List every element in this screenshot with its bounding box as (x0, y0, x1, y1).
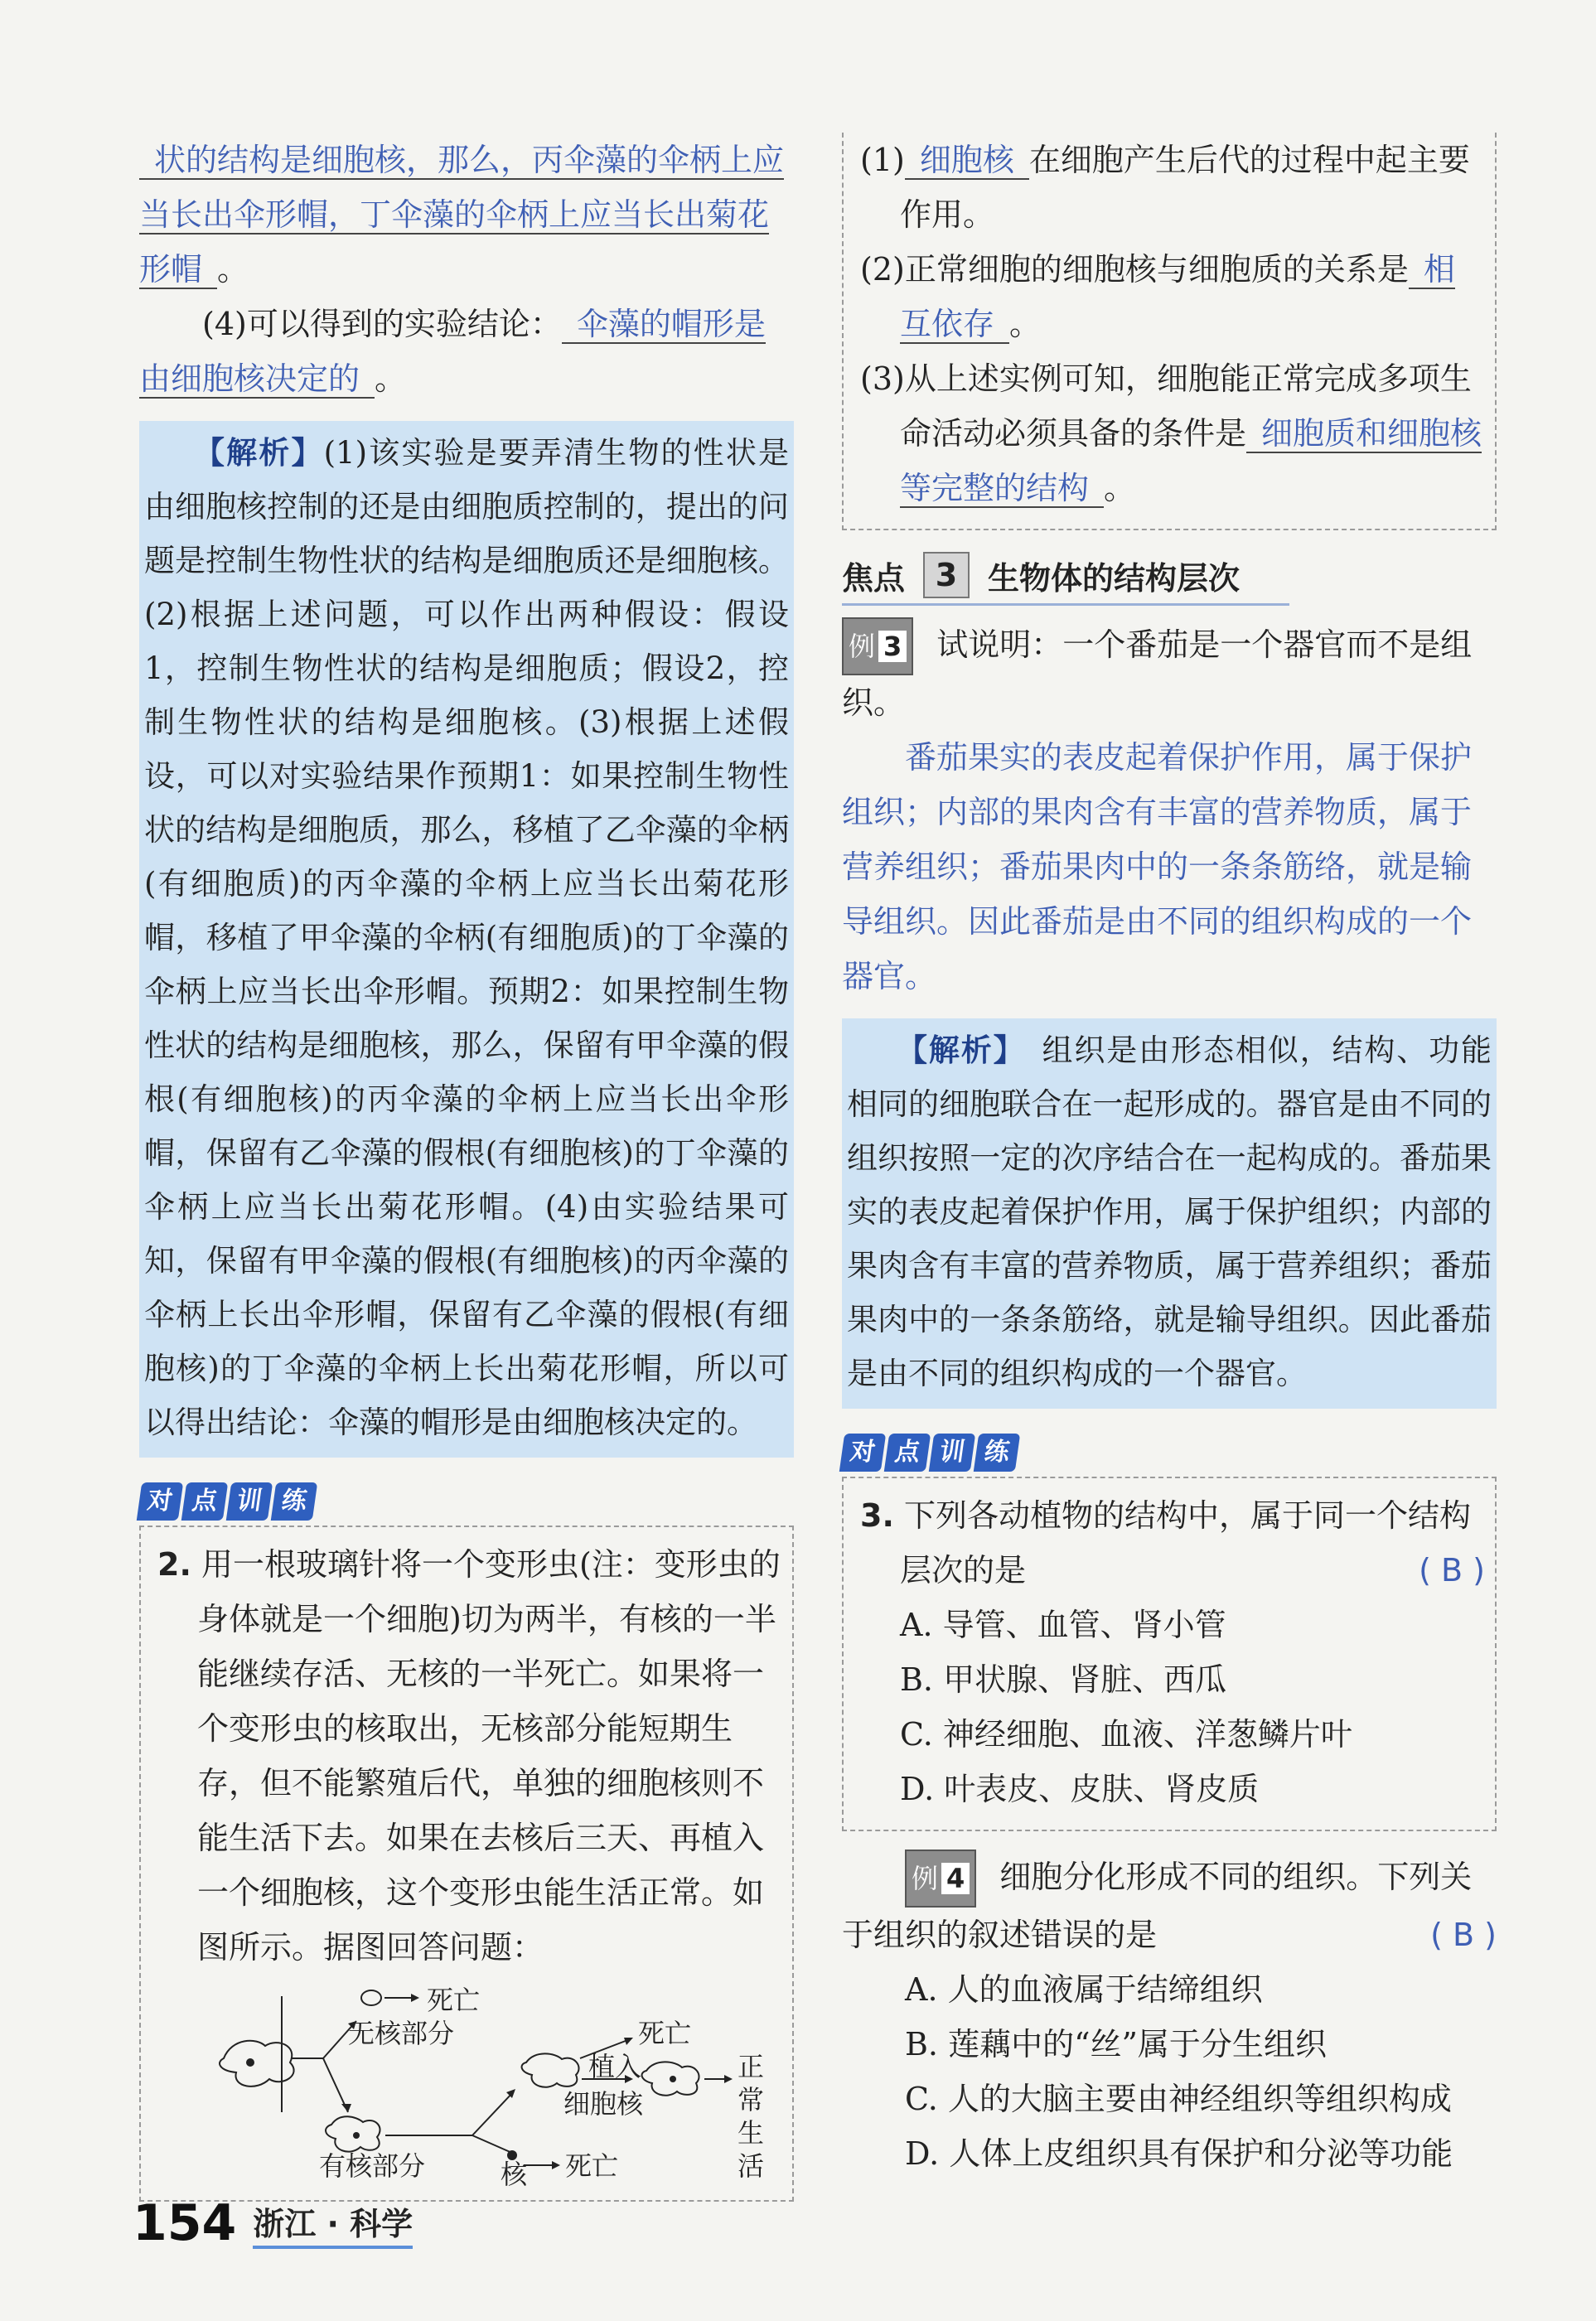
example-3: 例 3 试说明：一个番茄是一个器官而不是组织。 (842, 617, 1497, 730)
focus-heading: 焦点 3 生物体的结构层次 (842, 552, 1289, 606)
example-3-answer: 番茄果实的表皮起着保护作用，属于保护组织；内部的果肉含有丰富的营养物质，属于营养组织；番茄果肉中的一条条筋络，就是输导组织。因此番茄是由不同的组织构成的一个器官。 (842, 739, 1473, 994)
diagram-label-nucleus: 细胞核 (563, 2088, 644, 2120)
analysis-block-right (842, 1018, 1497, 1409)
left-column (139, 133, 794, 2202)
example-4-option-a: A. 人的血液属于结缔组织 (905, 1971, 1263, 2008)
option-d: D. 叶表皮、皮肤、肾皮质 (900, 1771, 1260, 1807)
analysis-block (139, 421, 794, 1458)
question-4: (4)可以得到的实验结论： 伞藻的帽形是由细胞核决定的 。 (139, 306, 766, 397)
training-question-2: 2. 用一根玻璃针将一个变形虫(注：变形虫的身体就是一个细胞)切为两半，有核的一半能继续存活、无核的一半死亡。如果将一个变形虫的核取出，无核部分能短期生存，但不能繁殖后代，单独的细胞核则不能生活下去。如果在去核后三天、再植入一个细胞核，这个变形虫能生活正常。如图所示。据图回答问题： 死亡 无核部分 死亡 植入 细胞核 正常生活 有核部分 核 死亡 (139, 1526, 794, 2202)
analysis-tag-right: 【解析】 (897, 1032, 1026, 1068)
example-3-badge: 例 3 (842, 617, 913, 675)
subquestion-1-answer: 细胞核 (905, 142, 1029, 180)
diagram-label-implant: 植入 (588, 2051, 642, 2082)
analysis-text: (1)该实验是要弄清生物的性状是由细胞核控制的还是由细胞质控制的，提出的问题是控制生物性状的结构是细胞质还是细胞核。(2)根据上述问题，可以作出两种假设：假设1，控制生物性状的结构是细胞质；假设2，控制生物性状的结构是细胞核。(3)根据上述假设，可以对实验结果作预期1：如果控制生物性状的结构是细胞质，那么，移植了乙伞藻的伞柄(有细胞质)的丙伞藻的伞柄上应当长出菊花形帽，移植了甲伞藻的伞柄(有细胞质)的丁伞藻的伞柄上应当长出伞形帽。预期2：如果控制生物性状的结构是细胞核，那么，保留有甲伞藻的假根(有细胞核)的丙伞藻的伞柄上应当长出伞形帽，保留有乙伞藻的假根(有细胞核)的丁伞藻的伞柄上应当长出菊花形帽。(4)由实验结果可知，保留有甲伞藻的假根(有细胞核)的丙伞藻的伞柄上长出伞形帽，保留有乙伞藻的假根(有细胞核)的丁伞藻的伞柄上长出菊花形帽，所以可以得出结论：伞藻的帽形是由细胞核决定的。 (144, 435, 789, 1440)
page-number: 154 (133, 2194, 237, 2252)
previous-answer: 状的结构是细胞核，那么，丙伞藻的伞柄上应当长出伞形帽，丁伞藻的伞柄上应当长出菊花形帽 (139, 142, 785, 288)
diagram-label-has-nucleus: 有核部分 (319, 2150, 426, 2182)
training-badge-right: 对 点 训 练 (842, 1434, 1497, 1472)
subquestion-3: (3)从上述实例可知，细胞能正常完成多项生命活动必须具备的条件是 细胞质和细胞核等完整的结构 。 (860, 360, 1482, 506)
diagram-label-normal: 正常生活 (738, 2051, 765, 2182)
book-title: 浙江 · 科学 (253, 2198, 413, 2249)
diagram-label-nucleus-dot: 核 (501, 2159, 528, 2190)
training-badge: 对 点 训 练 (139, 1482, 794, 1521)
focus-title: 生物体的结构层次 (988, 559, 1241, 597)
option-c: C. 神经细胞、血液、洋葱鳞片叶 (900, 1716, 1352, 1753)
analysis-tag: 【解析】 (194, 435, 324, 471)
amoeba-diagram (199, 1980, 782, 2190)
example-4-option-c: C. 人的大脑主要由神经组织等组织构成 (905, 2081, 1452, 2117)
subquestion-2-answer: 相互依存 (900, 251, 1455, 342)
subquestion-3-answer: 细胞质和细胞核等完整的结构 (900, 415, 1482, 506)
diagram-label-no-nucleus: 无核部分 (348, 2018, 455, 2049)
subquestion-1: (1) 细胞核 在细胞产生后代的过程中起主要作用。 (860, 142, 1470, 233)
previous-answer-continuation: 状的结构是细胞核，那么，丙伞藻的伞柄上应当长出伞形帽，丁伞藻的伞柄上应当长出菊花形帽 。 (139, 142, 785, 288)
example-4-option-d: D. 人体上皮组织具有保护和分泌等功能 (905, 2135, 1453, 2172)
subquestion-2: (2)正常细胞的细胞核与细胞质的关系是 相互依存 。 (860, 251, 1455, 342)
example-4: 例 4 细胞分化形成不同的组织。下列关于组织的叙述错误的是 ( B ) (842, 1850, 1497, 1962)
example-4-option-b: B. 莲藕中的“丝”属于分生组织 (905, 2026, 1327, 2062)
training-question-3: 3. 下列各动植物的结构中，属于同一个结构层次的是 ( B ) A. 导管、血管、肾小管 B. 甲状腺、肾脏、西瓜 C. 神经细胞、血液、洋葱鳞片叶 D. 叶表皮、皮肤、肾皮质 (842, 1477, 1497, 1831)
diagram-label-die-2: 死亡 (638, 2018, 692, 2049)
amoeba-diagram-svg (199, 1980, 779, 2187)
right-column (842, 133, 1497, 2181)
focus-number: 3 (923, 552, 970, 598)
question-2-subquestions (842, 133, 1497, 530)
example-4-choice: ( B ) (1430, 1917, 1497, 1953)
option-a: A. 导管、血管、肾小管 (900, 1607, 1226, 1643)
question-3-choice: ( B ) (1419, 1552, 1485, 1588)
question-4-answer: 伞藻的帽形是由细胞核决定的 (139, 306, 766, 397)
diagram-label-die-3: 死亡 (565, 2150, 619, 2182)
diagram-label-die-1: 死亡 (427, 1985, 481, 2016)
example-4-badge: 例 4 (905, 1850, 976, 1908)
option-b: B. 甲状腺、肾脏、西瓜 (900, 1661, 1227, 1698)
page-footer (133, 2194, 413, 2252)
analysis-text-right: 组织是由形态相似，结构、功能相同的细胞联合在一起形成的。器官是由不同的组织按照一定的次序结合在一起构成的。番茄果实的表皮起着保护作用，属于保护组织；内部的果肉含有丰富的营养物质，属于营养组织；番茄果肉中的一条条筋络，就是输导组织。因此番茄是由不同的组织构成的一个器官。 (847, 1032, 1492, 1391)
